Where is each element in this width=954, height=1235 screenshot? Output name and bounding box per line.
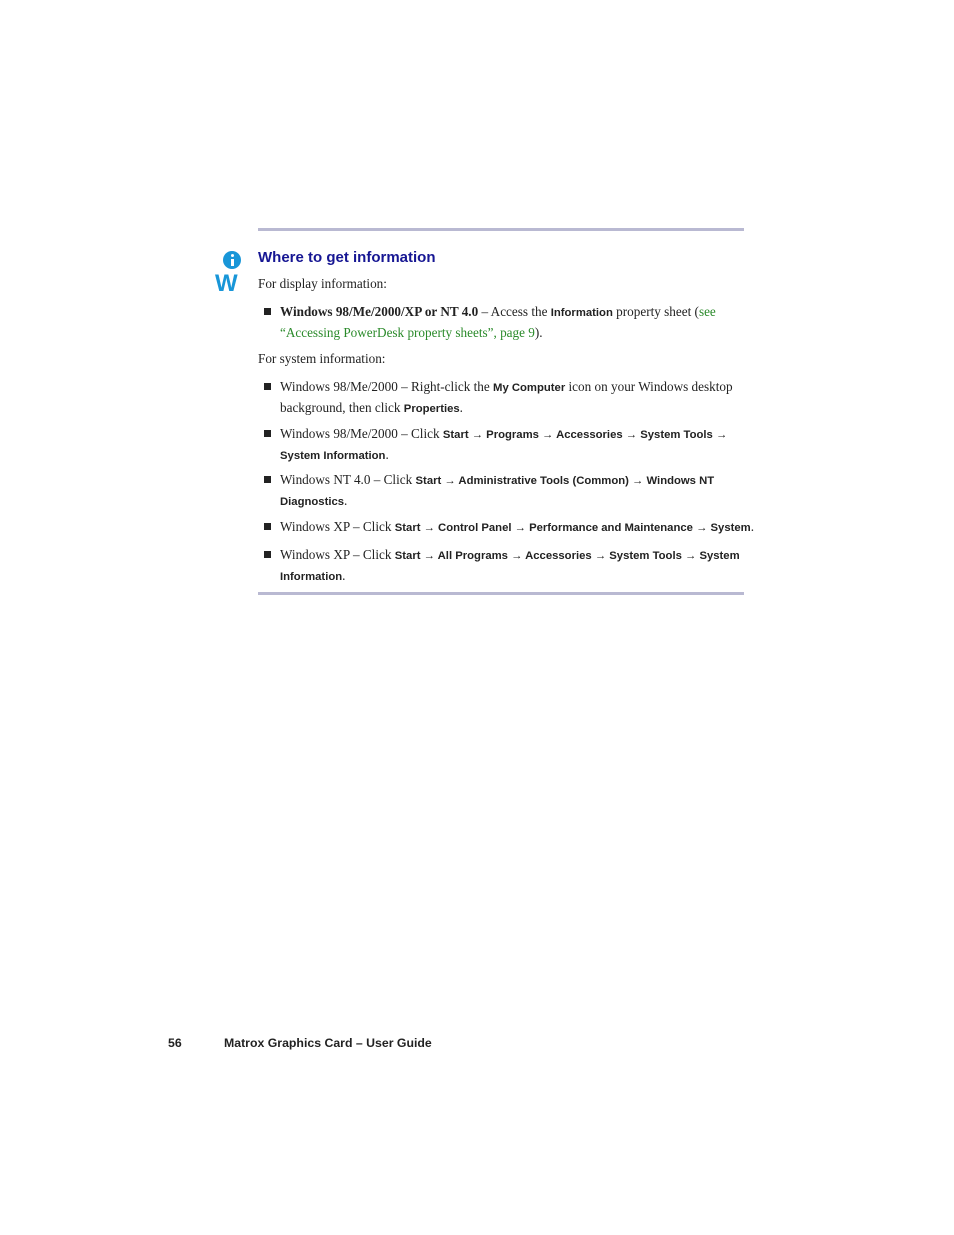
page-number: 56 [168, 1036, 182, 1050]
bullet-icon [264, 430, 271, 437]
ui-term-properties: Properties [403, 403, 460, 415]
bullet-icon [264, 476, 271, 483]
running-footer-title: Matrox Graphics Card – User Guide [224, 1036, 432, 1050]
list-item: Windows NT 4.0 – Click Start → Administrative Tools (Common) → Windows NT Diagnostics. [258, 470, 758, 512]
os-label: Windows 98/Me/2000 [280, 379, 398, 394]
os-label: Windows XP [280, 547, 350, 562]
cross-reference-link[interactable]: see “Accessing PowerDesk property sheets”, page 9 [280, 304, 716, 340]
bottom-divider [258, 592, 744, 595]
list-item: Windows XP – Click Start → Control Panel → Performance and Maintenance → System. [258, 517, 758, 538]
info-icon [223, 251, 241, 269]
list-item: Windows XP – Click Start → All Programs → Accessories → System Tools → System Information. [258, 545, 758, 587]
section-heading: Where to get information [258, 249, 436, 266]
ui-term-information: Information [550, 307, 613, 319]
os-label: Windows XP [280, 519, 350, 534]
bullet-icon [264, 383, 271, 390]
bullet-icon [264, 551, 271, 558]
display-intro: For display information: [258, 276, 387, 291]
ui-term-my-computer: My Computer [493, 382, 566, 394]
list-item: Windows 98/Me/2000 – Right-click the My Computer icon on your Windows desktop background, then click Properties. [258, 377, 758, 419]
bullet-icon [264, 523, 271, 530]
bullet-icon [264, 308, 271, 315]
system-intro: For system information: [258, 351, 386, 366]
top-divider [258, 228, 744, 231]
os-label: Windows NT 4.0 [280, 472, 371, 487]
windows-icon: W [215, 270, 237, 297]
menu-path: Start → All Programs → Accessories → System Tools → System Information [280, 550, 740, 583]
menu-path: Start → Control Panel → Performance and Maintenance → System [394, 522, 751, 534]
menu-path: Start → Programs → Accessories → System Tools → System Information [280, 429, 728, 462]
os-label: Windows 98/Me/2000 [280, 426, 398, 441]
list-item: Windows 98/Me/2000 – Click Start → Programs → Accessories → System Tools → System Information. [258, 424, 758, 466]
list-item: Windows 98/Me/2000/XP or NT 4.0 – Access the Information property sheet (see “Accessing PowerDesk property sheets”, page 9). [258, 302, 758, 342]
os-label: Windows 98/Me/2000/XP or NT 4.0 [280, 304, 479, 319]
menu-path: Start → Administrative Tools (Common) → Windows NT Diagnostics [280, 475, 715, 508]
